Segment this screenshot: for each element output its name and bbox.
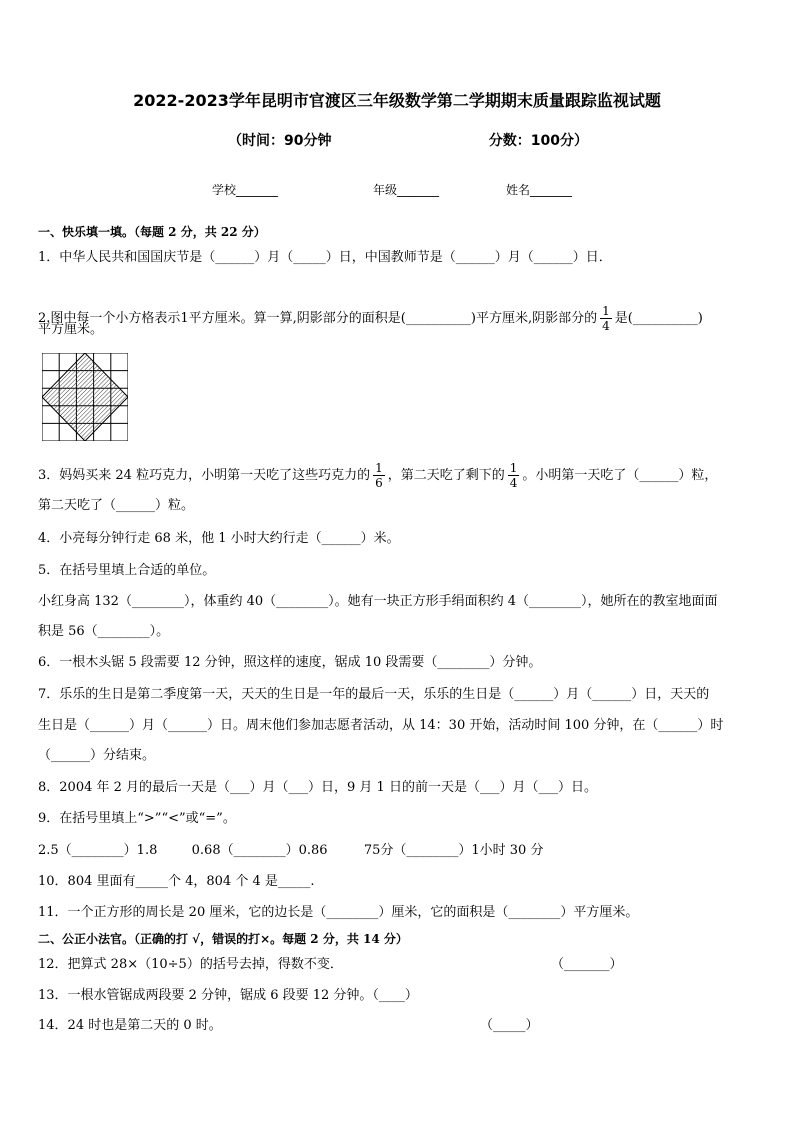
school-field: 学校_______	[212, 183, 279, 197]
question-4: 4．小亮每分钟行走 68 米，他 1 小时大约行走（______）米。	[38, 531, 400, 546]
question-10: 10．804 里面有_____个 4，804 个 4 是_____.	[38, 874, 315, 889]
name-field: 姓名_______	[506, 183, 573, 197]
question-7-line-c: （______）分结束。	[38, 748, 156, 763]
question-2-cont: 平方厘米。	[38, 322, 104, 337]
question-14-answer: （_____）	[480, 1018, 539, 1033]
exam-score: 分数：100分）	[488, 133, 588, 149]
question-7-line-b: 生日是（______）月（______）日。周末他们参加志愿者活动，从 14：30 开始，活动时间 100 分钟，在（______）时	[38, 718, 724, 733]
question-2-text: 2.图中每一个小方格表示1平方厘米。算一算,阴影部分的面积是(__________)平方厘米,阴影部分的	[38, 311, 598, 326]
question-5: 5．在括号里填上合适的单位。	[38, 563, 216, 578]
question-8: 8．2004 年 2 月的最后一天是（___）月（___）日，9 月 1 日的前一天是（___）月（___）日。	[38, 780, 597, 795]
question-6: 6．一根木头锯 5 段需要 12 分钟，照这样的速度，锯成 10 段需要（________）分钟。	[38, 655, 542, 670]
fraction: $\frac{1}{6}$	[375, 461, 383, 490]
question-9-items	[38, 841, 543, 861]
question-14: 14．24 时也是第二天的 0 时。	[38, 1018, 222, 1033]
question-5-line-b: 积是 56（________）。	[38, 624, 170, 639]
exam-meta	[228, 130, 588, 150]
question-3-cont: 第二天吃了（______）粒。	[38, 498, 195, 513]
fraction: $\frac{1}{4}$	[602, 304, 610, 333]
fraction: $\frac{1}{4}$	[509, 461, 518, 490]
section2-heading: 二、公正小法官。（正确的打 √，错误的打×。每题 2 分，共 14 分）	[38, 932, 408, 946]
question-5-line-a: 小红身高 132（________），体重约 40（________）。她有一块正方形手绢面积约 4（________），她所在的教室地面面	[38, 594, 718, 609]
compare-item-3: 75分（________）1小时 30 分	[363, 843, 544, 858]
question-9: 9．在括号里填上“>”“<”或“=”。	[38, 811, 236, 826]
question-12: 12．把算式 28×（10÷5）的括号去掉，得数不变．	[38, 957, 343, 972]
question-1: 1．中华人民共和国国庆节是（______）月（_____）日，中国教师节是（______）月（______）日．	[38, 250, 612, 265]
compare-item-1: 2.5（________）1.8	[38, 843, 158, 858]
question-12-answer: （_______）	[551, 957, 623, 972]
question-7-line-a: 7．乐乐的生日是第二季度第一天，天天的生日是一年的最后一天，乐乐的生日是（______）月（______）日，天天的	[38, 687, 710, 702]
grade-field: 年级_______	[373, 183, 440, 197]
question-13: 13．一根水管锯成两段要 2 分钟，锯成 6 段要 12 分钟。（____）	[38, 988, 418, 1003]
grid-figure	[42, 353, 128, 441]
section1-heading: 一、快乐填一填。（每题 2 分，共 22 分）	[38, 225, 266, 239]
question-3: 3．妈妈买来 24 粒巧克力，小明第一天吃了这些巧克力的 $\frac{1}{6}$ ，第二天吃了剩下的 $\frac{1}{4}$ 。小明第一天吃了（______）粒，	[38, 461, 718, 490]
exam-time: （时间：90分钟	[228, 133, 332, 149]
question-11: 11．一个正方形的周长是 20 厘米，它的边长是（________）厘米，它的面积是（________）平方厘米。	[38, 905, 639, 920]
page-title: 2022-2023学年昆明市官渡区三年级数学第二学期期末质量跟踪监视试题	[133, 91, 661, 110]
question-2: 2.图中每一个小方格表示1平方厘米。算一算,阴影部分的面积是(__________)平方厘米,阴影部分的 $\frac{1}{4}$ 是(__________)	[38, 304, 703, 333]
compare-item-2: 0.68（________）0.86	[191, 843, 328, 858]
